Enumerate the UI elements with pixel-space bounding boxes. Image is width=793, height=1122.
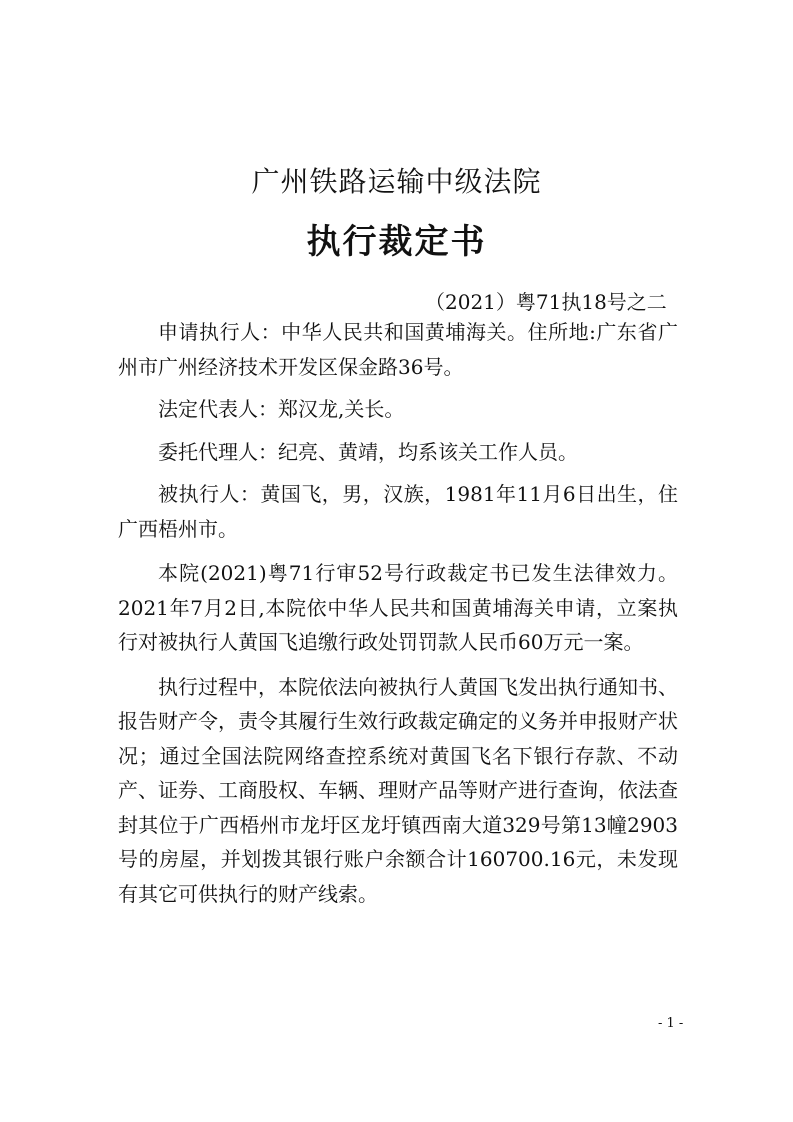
page-number: - 1 -	[658, 1016, 684, 1031]
respondent-paragraph: 被执行人：黄国飞，男，汉族，1981年11月6日出生，住广西梧州市。	[118, 482, 678, 541]
legal-representative-paragraph: 法定代表人：郑汉龙,关长。	[158, 397, 405, 421]
document-title: 执行裁定书	[306, 222, 487, 262]
court-name: 广州铁路运输中级法院	[251, 165, 542, 198]
applicant-paragraph: 申请执行人：中华人民共和国黄埔海关。住所地:广东省广州市广州经济技术开发区保金路36号。	[118, 320, 678, 379]
execution-process-paragraph: 执行过程中，本院依法向被执行人黄国飞发出执行通知书、报告财产令，责令其履行生效行政裁定确定的义务并申报财产状况；通过全国法院网络查控系统对黄国飞名下银行存款、不动产、证券、工商股权、车辆、理财产品等财产进行查询，依法查封其位于广西梧州市龙圩区龙圩镇西南大道329号第13幢2903号的房屋，并划拨其银行账户余额合计160700.16元，未发现有其它可供执行的财产线索。	[118, 674, 678, 906]
agents-paragraph: 委托代理人：纪亮、黄靖，均系该关工作人员。	[158, 439, 578, 464]
background-paragraph: 本院(2021)粤71行审52号行政裁定书已发生法律效力。2021年7月2日,本院依中华人民共和国黄埔海关申请，立案执行对被执行人黄国飞追缴行政处罚罚款人民币60万元一案。	[118, 561, 678, 654]
case-number: （2021）粤71执18号之二	[425, 290, 667, 314]
document-body	[118, 315, 678, 921]
